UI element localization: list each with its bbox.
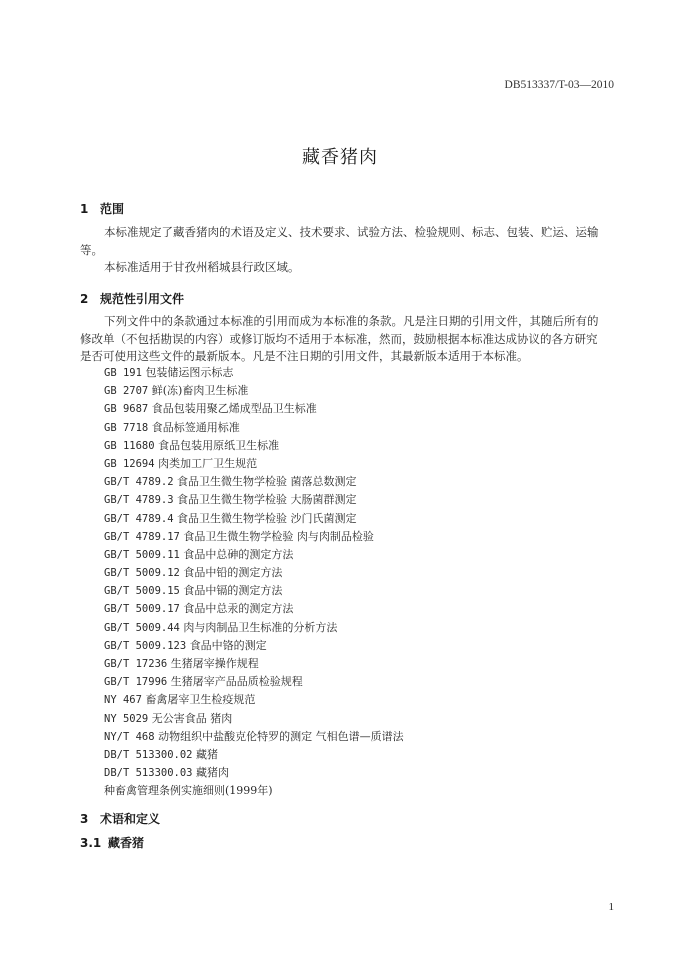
reference-item: [104, 582, 404, 600]
reference-item: [104, 510, 404, 528]
reference-title: 动物组织中盐酸克伦特罗的测定 气相色谱—质谱法: [158, 729, 404, 743]
scope-paragraph: [80, 224, 616, 277]
reference-item: [104, 400, 404, 418]
text-line: 是否可使用这些文件的最新版本。凡是不注日期的引用文件，其最新版本适用于本标准。: [80, 349, 529, 363]
reference-title: 生猪屠宰产品品质检验规程: [170, 675, 303, 689]
reference-code: GB 9687: [104, 403, 149, 416]
reference-item: [104, 528, 404, 546]
reference-code: GB/T 5009.44: [104, 621, 180, 634]
reference-code: GB/T 17236: [104, 658, 168, 670]
reference-code: NY/T 468: [104, 730, 155, 743]
reference-title: 食品中总砷的测定方法: [183, 547, 294, 561]
reference-title: 食品中总汞的测定方法: [183, 602, 294, 616]
reference-title: 肉类加工厂卫生规范: [158, 456, 258, 470]
reference-code: GB/T 4789.3: [104, 494, 174, 507]
reference-code: DB/T 513300.03: [104, 767, 193, 780]
section-title: 术语和定义: [100, 812, 161, 826]
document-code: DB513337/T-03—2010: [504, 79, 614, 91]
reference-code: GB 12694: [104, 457, 155, 470]
text-line: 本标准适用于甘孜州稻城县行政区域。: [104, 260, 300, 274]
page-title: 藏香猪肉: [302, 147, 378, 168]
reference-item: [104, 491, 404, 509]
reference-title: 肉与肉制品卫生标准的分析方法: [183, 620, 338, 634]
reference-title: 包装储运图示标志: [145, 366, 234, 379]
text-line: 本标准规定了藏香猪肉的术语及定义、技术要求、试验方法、检验规则、标志、包装、贮运、运输: [104, 225, 599, 239]
subsection-title: 藏香猪: [108, 836, 145, 850]
section-number: 1: [80, 202, 89, 216]
reference-item: [104, 564, 404, 582]
reference-title: 畜禽屠宰卫生检疫规范: [145, 693, 256, 707]
section-number: 3: [80, 812, 89, 826]
reference-title: 食品卫生微生物学检验 大肠菌群测定: [177, 493, 357, 507]
reference-title: 生猪屠宰操作规程: [170, 657, 259, 670]
reference-code: GB/T 4789.4: [104, 512, 174, 525]
reference-code: GB/T 17996: [104, 676, 168, 689]
reference-title: 食品包装用原纸卫生标准: [158, 438, 280, 452]
reference-item: [104, 437, 404, 455]
reference-item: [104, 728, 404, 746]
reference-code: GB/T 5009.12: [104, 567, 180, 580]
reference-code: GB/T 5009.11: [104, 548, 180, 561]
reference-code: GB 2707: [104, 385, 149, 398]
reference-title: 食品中镉的测定方法: [183, 584, 283, 598]
reference-code: GB/T 5009.123: [104, 639, 187, 652]
reference-code: GB/T 4789.2: [104, 476, 174, 489]
reference-code: GB 11680: [104, 439, 155, 452]
reference-item: [104, 473, 404, 491]
subsection-heading-tibetan-pig: [80, 834, 144, 851]
reference-item: [104, 782, 404, 800]
reference-title: 无公害食品 猪肉: [151, 711, 233, 725]
section-number: 2: [80, 292, 89, 306]
reference-item: [104, 364, 404, 382]
reference-item: [104, 655, 404, 673]
reference-code: GB/T 5009.15: [104, 585, 180, 598]
reference-title: 食品中铅的测定方法: [183, 566, 283, 580]
reference-title: 食品包装用聚乙烯成型品卫生标准: [151, 402, 317, 416]
reference-item: [104, 419, 404, 437]
section-title: 范围: [100, 202, 125, 216]
reference-item: [104, 600, 404, 618]
reference-title: 种畜禽管理条例实施细则(1999年): [104, 784, 273, 798]
reference-item: [104, 546, 404, 564]
reference-title: 食品卫生微生物学检验 菌落总数测定: [177, 475, 357, 489]
reference-item: [104, 382, 404, 400]
reference-title: 鲜(冻)畜肉卫生标准: [151, 384, 249, 398]
reference-code: NY 5029: [104, 712, 149, 725]
section-heading-normative: [80, 290, 184, 307]
reference-item: [104, 673, 404, 691]
normative-intro-paragraph: [80, 313, 616, 366]
section-heading-scope: [80, 200, 124, 217]
reference-code: NY 467: [104, 694, 142, 707]
reference-title: 食品卫生微生物学检验 肉与肉制品检验: [183, 529, 374, 543]
reference-item: [104, 455, 404, 473]
reference-item: [104, 710, 404, 728]
reference-item: [104, 764, 404, 782]
reference-code: GB/T 5009.17: [104, 603, 180, 616]
text-line: 等。: [80, 242, 103, 257]
reference-code: GB 7718: [104, 421, 149, 434]
reference-list: [104, 364, 404, 801]
reference-code: GB/T 4789.17: [104, 530, 180, 543]
reference-title: 食品标签通用标准: [151, 420, 240, 434]
reference-title: 藏猪肉: [196, 766, 230, 780]
subsection-number: 3.1: [80, 836, 102, 850]
reference-title: 食品中铬的测定: [189, 638, 267, 652]
reference-item: [104, 619, 404, 637]
reference-item: [104, 746, 404, 764]
page-number: 1: [608, 901, 614, 913]
reference-code: DB/T 513300.02: [104, 748, 193, 761]
section-title: 规范性引用文件: [100, 292, 185, 306]
text-line: 下列文件中的条款通过本标准的引用而成为本标准的条款。凡是注日期的引用文件，其随后所有的: [104, 314, 599, 328]
reference-title: 食品卫生微生物学检验 沙门氏菌测定: [177, 511, 357, 525]
reference-code: GB 191: [104, 367, 142, 379]
reference-item: [104, 637, 404, 655]
reference-title: 藏猪: [196, 747, 219, 761]
text-line: 修改单（不包括勘误的内容）或修订版均不适用于本标准，然而，鼓励根据本标准达成协议的各方研究: [80, 331, 598, 346]
section-heading-terms: [80, 810, 160, 827]
reference-item: [104, 691, 404, 709]
